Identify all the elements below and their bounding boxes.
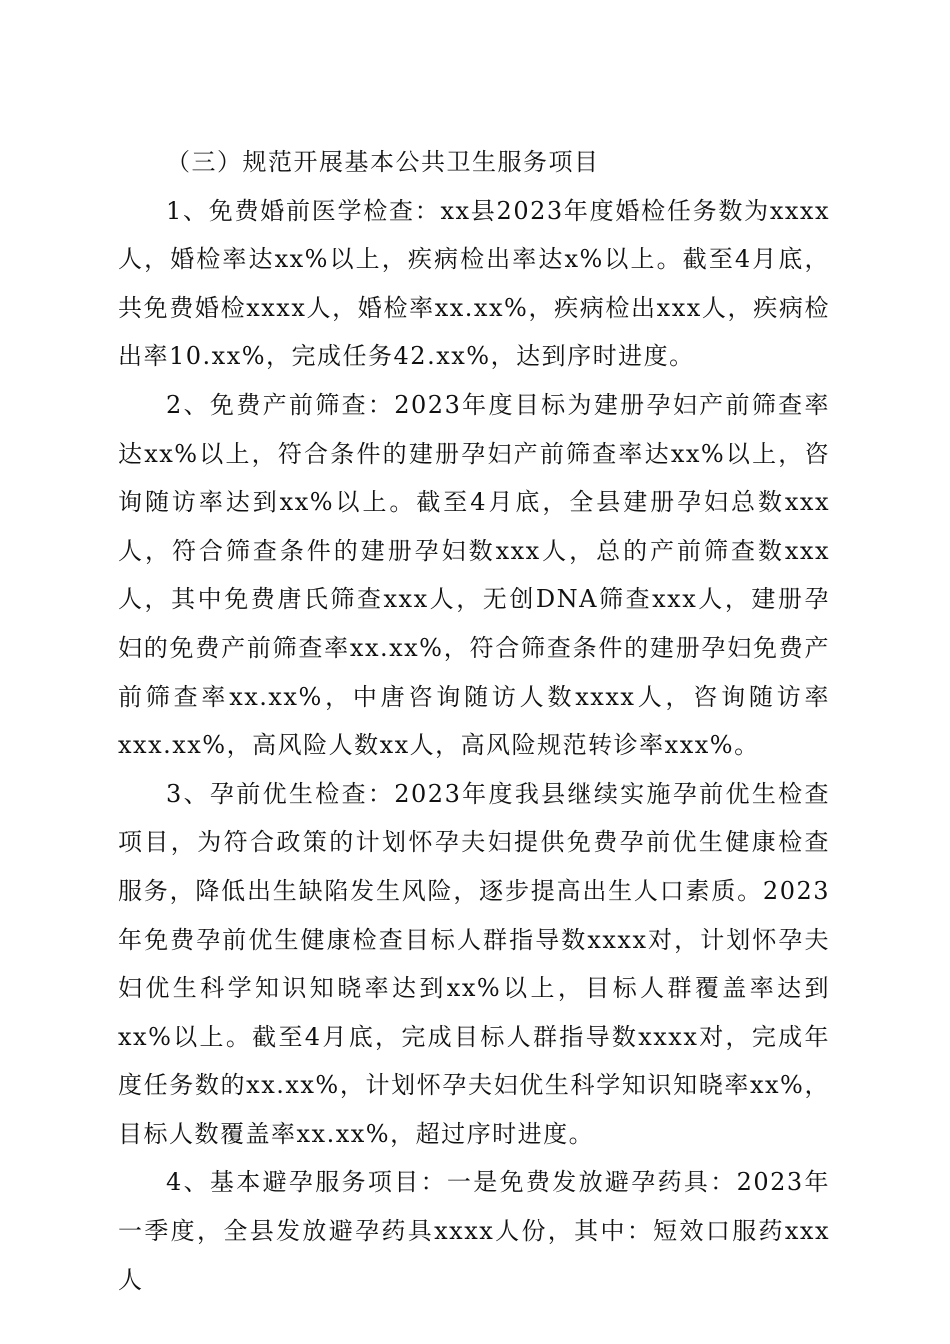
paragraph-premarital-exam: 1、免费婚前医学检查：xx县2023年度婚检任务数为xxxx人，婚检率达xx%以上，疾病检出率达x%以上。截至4月底，共免费婚检xxxx人，婚检率xx.xx%，疾病检出xxx人，疾病检出率10.xx%，完成任务42.xx%，达到序时进度。 — [118, 196, 830, 371]
document-body — [118, 138, 830, 1304]
paragraph-contraception-service: 4、基本避孕服务项目：一是免费发放避孕药具：2023年一季度，全县发放避孕药具xxxx人份，其中：短效口服药xxx人 — [118, 1168, 830, 1294]
paragraph-prenatal-screening: 2、免费产前筛查：2023年度目标为建册孕妇产前筛查率达xx%以上，符合条件的建册孕妇产前筛查率达xx%以上，咨询随访率达到xx%以上。截至4月底，全县建册孕妇总数xxx人，符合筛查条件的建册孕妇数xxx人，总的产前筛查数xxx人，其中免费唐氏筛查xxx人，无创DNA筛查xxx人，建册孕妇的免费产前筛查率xx.xx%，符合筛查条件的建册孕妇免费产前筛查率xx.xx%，中唐咨询随访人数xxxx人，咨询随访率xxx.xx%，高风险人数xx人，高风险规范转诊率xxx%。 — [118, 390, 830, 760]
paragraph-preconception-check: 3、孕前优生检查：2023年度我县继续实施孕前优生检查项目，为符合政策的计划怀孕夫妇提供免费孕前优生健康检查服务，降低出生缺陷发生风险，逐步提高出生人口素质。2023年免费孕前优生健康检查目标人群指导数xxxx对，计划怀孕夫妇优生科学知识知晓率达到xx%以上，目标人群覆盖率达到xx%以上。截至4月底，完成目标人群指导数xxxx对，完成年度任务数的xx.xx%，计划怀孕夫妇优生科学知识知晓率xx%，目标人数覆盖率xx.xx%，超过序时进度。 — [118, 779, 830, 1148]
section-heading: （三）规范开展基本公共卫生服务项目 — [166, 148, 600, 176]
